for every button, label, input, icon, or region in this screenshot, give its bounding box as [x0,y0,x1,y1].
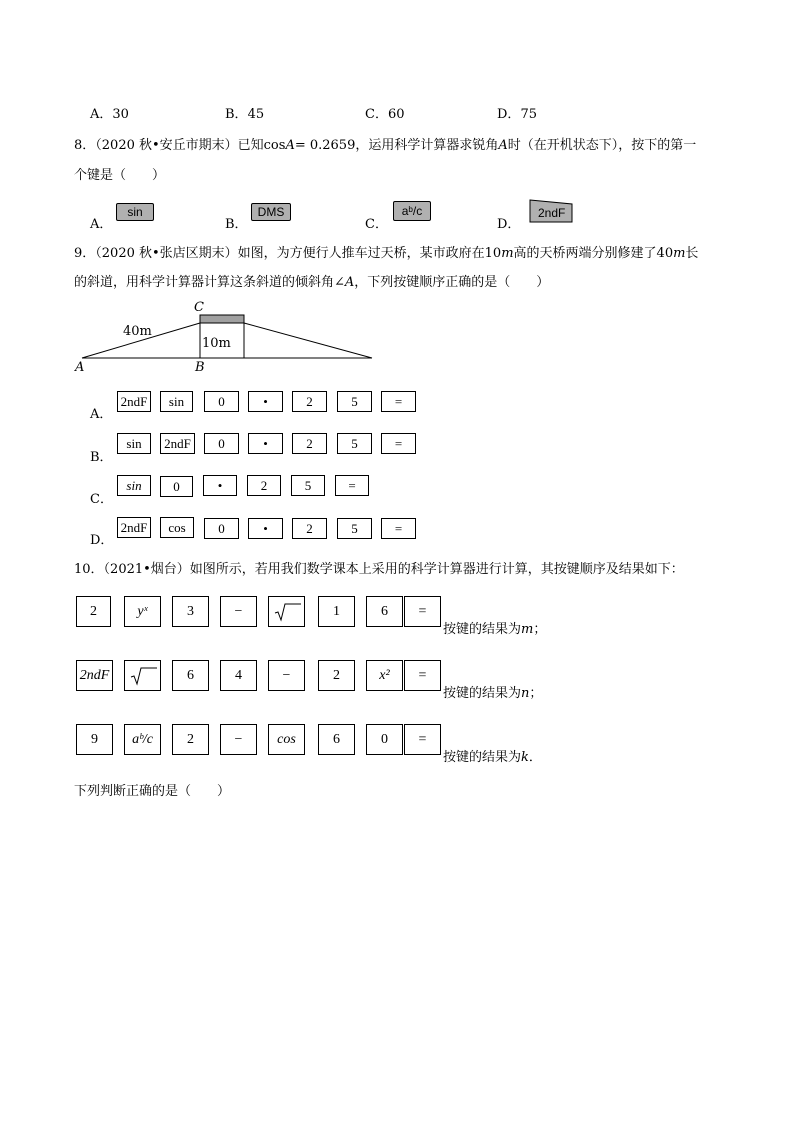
q8-option-d-letter: D． [497,217,521,232]
2ndf-key: 2ndF [117,517,151,538]
digit-0-key: 0 [366,724,403,755]
q8-option-a-letter: A． [90,217,113,232]
sin-key: sin [117,475,151,496]
q7-option-a: A．30 [90,107,129,122]
digit-0-key: 0 [204,518,239,539]
digit-2-key: 2 [292,518,327,539]
q7-option-d: D．75 [497,107,537,122]
digit-2-key: 2 [292,433,327,454]
minus-key: − [220,724,257,755]
fraction-key: aᵇ/c [124,724,161,755]
q8-option-b-letter: B． [225,217,248,232]
sqrt-icon [125,660,160,691]
equals-key: = [404,660,441,691]
square-key: x² [366,660,403,691]
digit-0-key: 0 [204,433,239,454]
q7-option-c: C．60 [365,107,405,122]
digit-0-key: 0 [204,391,239,412]
digit-5-key: 5 [337,433,372,454]
q8-stem-line1: 8．（2020 秋•安丘市期末）已知cosA= 0.2659，运用科学计算器求锐角A时（在开机状态下），按下的第一 [74,138,697,153]
q8-option-c-letter: C． [365,217,388,232]
sqrt-key [268,596,305,627]
2ndf-key: 2ndF [117,391,151,412]
digit-6-key: 6 [172,660,209,691]
equals-key: = [381,518,416,539]
digit-2-key: 2 [247,475,281,496]
equals-key: = [404,596,441,627]
equals-key: = [381,433,416,454]
fraction-key: aᵇ/c [393,201,431,221]
2ndf-key [529,199,573,223]
q9-stem-line1: 9．（2020 秋•张店区期末）如图，为方便行人推车过天桥，某市政府在10m高的天桥两端分别修建了40m长 [74,246,699,261]
digit-5-key: 5 [337,518,372,539]
power-key: yˣ [124,596,161,627]
digit-6-key: 6 [366,596,403,627]
digit-5-key: 5 [337,391,372,412]
sin-key: sin [116,203,154,221]
q10-question: 下列判断正确的是（ ） [74,784,231,799]
digit-1-key: 1 [318,596,355,627]
dms-key: DMS [251,203,291,221]
q10-row-3-result: 按键的结果为k． [443,750,542,765]
digit-2-key: 2 [172,724,209,755]
2ndf-key: 2ndF [76,660,113,691]
digit-0-key: 0 [160,476,193,497]
digit-9-key: 9 [76,724,113,755]
minus-key: − [268,660,305,691]
digit-2-key: 2 [292,391,327,412]
q9-option-d-letter: D． [90,533,114,548]
sqrt-icon [269,596,304,627]
equals-key: = [381,391,416,412]
equals-key: = [335,475,369,496]
q10-stem: 10．（2021•烟台）如图所示，若用我们数学课本上采用的科学计算器进行计算，其按键顺序及结果如下： [74,562,684,577]
q10-row-2-result: 按键的结果为n； [443,686,543,701]
digit-6-key: 6 [318,724,355,755]
slope-label: 40m [123,324,152,339]
bridge-figure [74,300,384,380]
decimal-point-key: • [248,433,283,454]
sin-key: sin [160,391,193,412]
digit-2-key: 2 [318,660,355,691]
q9-option-b-letter: B． [90,450,113,465]
decimal-point-key: • [248,391,283,412]
label-b: B [195,360,205,375]
2ndf-key: 2ndF [160,433,195,454]
q8-stem-line2: 个键是（ ） [74,168,166,183]
sin-key: sin [117,433,151,454]
minus-key: − [220,596,257,627]
digit-5-key: 5 [291,475,325,496]
decimal-point-key: • [248,518,283,539]
digit-3-key: 3 [172,596,209,627]
equals-key: = [404,724,441,755]
cos-key: cos [160,517,194,538]
q9-stem-line2: 的斜道，用科学计算器计算这条斜道的倾斜角∠A，下列按键顺序正确的是（ ） [74,275,550,290]
sqrt-key [124,660,161,691]
q10-row-1-result: 按键的结果为m； [443,622,547,637]
digit-4-key: 4 [220,660,257,691]
cos-key: cos [268,724,305,755]
q9-option-c-letter: C． [90,492,113,507]
label-c: C [194,300,204,315]
2ndf-key-label: 2ndF [538,206,566,220]
q9-option-a-letter: A． [90,407,113,422]
q7-option-b: B．45 [225,107,265,122]
decimal-point-key: • [203,475,237,496]
height-label: 10m [202,336,231,351]
label-a: A [75,360,85,375]
digit-2-key: 2 [76,596,111,627]
